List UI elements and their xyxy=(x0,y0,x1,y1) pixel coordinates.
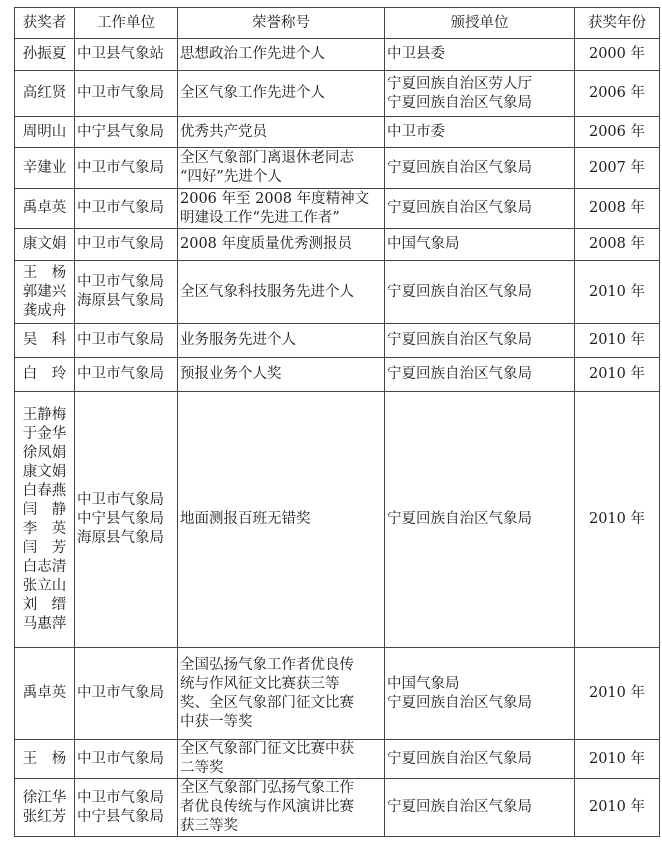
year-cell: 2007 年 xyxy=(575,148,660,189)
awardee-cell-line: 张立山 xyxy=(22,577,67,594)
honor-cell-line: “四好”先进个人 xyxy=(180,169,282,185)
year-cell: 2000 年 xyxy=(575,39,660,71)
unit-cell-line: 中卫市气象局 xyxy=(77,85,164,101)
grantor-cell-line: 中国气象局 xyxy=(387,236,460,252)
grantor-cell xyxy=(385,189,575,229)
honor-cell xyxy=(178,648,385,740)
awardee-cell xyxy=(15,189,75,229)
awardee-cell xyxy=(15,324,75,358)
unit-cell xyxy=(75,779,178,837)
grantor-cell-line: 宁夏回族自治区气象局 xyxy=(387,159,532,176)
awardee-cell-line: 王 杨 xyxy=(22,264,67,281)
honor-cell-line: 2008 年度质量优秀测报员 xyxy=(180,236,353,252)
grantor-cell-line: 中国气象局 xyxy=(387,675,460,692)
honor-cell xyxy=(178,358,385,392)
honor-cell xyxy=(178,189,385,229)
honor-cell-line: 2006 年至 2008 年度精神文 xyxy=(180,190,370,207)
awardee-cell-line: 闫 芳 xyxy=(22,539,67,556)
awardee-cell-line: 孙振夏 xyxy=(22,46,67,62)
grantor-cell xyxy=(385,740,575,779)
honor-cell-line: 明建设工作“先进工作者” xyxy=(180,209,340,226)
awardee-cell xyxy=(15,229,75,261)
year-cell: 2010 年 xyxy=(575,358,660,392)
awardee-cell-line: 高红贤 xyxy=(22,85,67,101)
awardee-cell-line: 王静梅 xyxy=(22,406,67,423)
honor-cell xyxy=(178,779,385,837)
honor-cell-line: 二等奖 xyxy=(180,760,224,776)
awardee-cell-line: 周明山 xyxy=(22,123,67,140)
awardee-cell xyxy=(15,648,75,740)
unit-cell xyxy=(75,148,178,189)
grantor-cell-line: 宁夏回族自治区气象局 xyxy=(387,332,532,348)
grantor-cell xyxy=(385,324,575,358)
grantor-cell xyxy=(385,71,575,117)
awardee-cell-line: 刘 缙 xyxy=(22,596,67,613)
awardee-cell xyxy=(15,740,75,779)
table-row xyxy=(15,261,660,324)
year-cell: 2006 年 xyxy=(575,71,660,117)
grantor-cell-line: 中卫市委 xyxy=(387,123,445,140)
honor-cell xyxy=(178,392,385,648)
unit-cell xyxy=(75,71,178,117)
awardee-cell-line: 辛建业 xyxy=(22,159,67,176)
year-cell: 2010 年 xyxy=(575,740,660,779)
honor-cell xyxy=(178,117,385,148)
awardee-cell-line: 白志清 xyxy=(22,558,67,575)
table-row xyxy=(15,39,660,71)
awardee-cell-line: 禹卓英 xyxy=(22,200,67,216)
unit-cell-line: 中宁县气象局 xyxy=(77,123,164,140)
unit-cell xyxy=(75,189,178,229)
awardee-cell-line: 于金华 xyxy=(22,425,67,442)
table-row xyxy=(15,229,660,261)
awardee-cell xyxy=(15,71,75,117)
awardee-cell-line: 白 玲 xyxy=(22,366,67,382)
unit-cell-line: 中卫市气象局 xyxy=(77,789,164,806)
honor-cell xyxy=(178,740,385,779)
table-row xyxy=(15,779,660,837)
table-row xyxy=(15,117,660,148)
table-row xyxy=(15,189,660,229)
grantor-cell xyxy=(385,117,575,148)
unit-cell-line: 中宁县气象局 xyxy=(77,511,164,527)
awardee-cell-line: 徐凤娟 xyxy=(22,444,67,461)
honor-cell-line: 全国弘扬气象工作者优良传 xyxy=(180,656,354,673)
grantor-cell-line: 宁夏回族自治区气象局 xyxy=(387,283,532,300)
grantor-cell-line: 宁夏回族自治区气象局 xyxy=(387,750,532,767)
grantor-cell xyxy=(385,779,575,837)
awardee-cell xyxy=(15,117,75,148)
honor-cell-line: 全区气象工作先进个人 xyxy=(180,85,325,101)
header-grantor: 颁授单位 xyxy=(385,8,575,39)
honor-cell-line: 全区气象科技服务先进个人 xyxy=(180,283,354,300)
grantor-cell-line: 宁夏回族自治区气象局 xyxy=(387,511,532,527)
unit-cell-line: 中宁县气象局 xyxy=(77,808,164,825)
grantor-cell xyxy=(385,648,575,740)
honor-cell-line: 全区气象部门征文比赛中获 xyxy=(180,741,354,757)
year-cell: 2008 年 xyxy=(575,229,660,261)
grantor-cell-line: 宁夏回族自治区气象局 xyxy=(387,799,532,815)
header-year: 获奖年份 xyxy=(575,8,660,39)
awardee-cell xyxy=(15,358,75,392)
unit-cell-line: 海原县气象局 xyxy=(77,530,164,546)
awardee-cell-line: 李 英 xyxy=(22,520,67,537)
year-cell: 2010 年 xyxy=(575,392,660,648)
grantor-cell xyxy=(385,358,575,392)
unit-cell-line: 中卫市气象局 xyxy=(77,492,164,508)
honor-cell-line: 获三等奖 xyxy=(180,818,238,834)
grantor-cell xyxy=(385,229,575,261)
awardee-cell xyxy=(15,261,75,324)
unit-cell xyxy=(75,358,178,392)
table-row xyxy=(15,324,660,358)
awardee-cell-line: 马惠萍 xyxy=(22,615,67,632)
unit-cell-line: 中卫市气象局 xyxy=(77,332,164,348)
header-row xyxy=(15,8,660,39)
awardee-cell-line: 白春燕 xyxy=(22,482,67,499)
awardee-cell xyxy=(15,779,75,837)
table-row xyxy=(15,648,660,740)
honor-cell xyxy=(178,39,385,71)
honor-cell-line: 业务服务先进个人 xyxy=(180,332,296,348)
table-row xyxy=(15,148,660,189)
honor-cell-line: 者优良传统与作风演讲比赛 xyxy=(180,799,354,815)
grantor-cell-line: 宁夏回族自治区劳人厅 xyxy=(387,75,532,92)
grantor-cell-line: 中卫县委 xyxy=(387,46,445,62)
awardee-cell-line: 康文娟 xyxy=(22,236,67,252)
unit-cell xyxy=(75,648,178,740)
unit-cell-line: 中卫市气象局 xyxy=(77,159,164,176)
awardee-cell-line: 张红芳 xyxy=(22,808,67,825)
awardee-cell-line: 王 杨 xyxy=(22,750,67,767)
honor-cell xyxy=(178,261,385,324)
unit-cell xyxy=(75,39,178,71)
honor-cell xyxy=(178,71,385,117)
awardee-cell xyxy=(15,39,75,71)
honor-cell-line: 预报业务个人奖 xyxy=(180,366,282,382)
honor-cell-line: 全区气象部门离退休老同志 xyxy=(180,150,354,166)
unit-cell-line: 中卫市气象局 xyxy=(77,366,164,382)
awards-table xyxy=(14,7,660,837)
year-cell: 2006 年 xyxy=(575,117,660,148)
honor-cell xyxy=(178,324,385,358)
grantor-cell xyxy=(385,39,575,71)
unit-cell xyxy=(75,229,178,261)
table-row xyxy=(15,392,660,648)
unit-cell-line: 中卫市气象局 xyxy=(77,274,164,290)
honor-cell-line: 中获一等奖 xyxy=(180,713,253,730)
grantor-cell xyxy=(385,261,575,324)
grantor-cell xyxy=(385,148,575,189)
grantor-cell-line: 宁夏回族自治区气象局 xyxy=(387,94,532,111)
honor-cell-line: 优秀共产党员 xyxy=(180,123,267,140)
awardee-cell xyxy=(15,148,75,189)
year-cell: 2008 年 xyxy=(575,189,660,229)
table-row xyxy=(15,740,660,779)
year-cell: 2010 年 xyxy=(575,324,660,358)
awardee-cell-line: 郭建兴 xyxy=(22,283,67,300)
honor-cell-line: 奖、全区气象部门征文比赛 xyxy=(180,694,354,711)
awardee-cell-line: 禹卓英 xyxy=(22,685,67,701)
honor-cell-line: 统与作风征文比赛获三等 xyxy=(180,675,340,692)
table-row xyxy=(15,71,660,117)
grantor-cell xyxy=(385,392,575,648)
awardee-cell-line: 龚成舟 xyxy=(22,302,67,319)
unit-cell-line: 中卫市气象局 xyxy=(77,200,164,216)
grantor-cell-line: 宁夏回族自治区气象局 xyxy=(387,366,532,382)
grantor-cell-line: 宁夏回族自治区气象局 xyxy=(387,694,532,711)
honor-cell-line: 思想政治工作先进个人 xyxy=(180,46,325,62)
year-cell: 2010 年 xyxy=(575,648,660,740)
unit-cell xyxy=(75,740,178,779)
awardee-cell-line: 吴 科 xyxy=(22,332,67,348)
table-row xyxy=(15,358,660,392)
header-honor: 荣誉称号 xyxy=(178,8,385,39)
honor-cell-line: 地面测报百班无错奖 xyxy=(180,511,311,527)
unit-cell-line: 海原县气象局 xyxy=(77,293,164,309)
unit-cell xyxy=(75,324,178,358)
unit-cell-line: 中卫县气象站 xyxy=(77,46,164,62)
year-cell: 2010 年 xyxy=(575,261,660,324)
unit-cell-line: 中卫市气象局 xyxy=(77,236,164,252)
unit-cell xyxy=(75,261,178,324)
awardee-cell xyxy=(15,392,75,648)
grantor-cell-line: 宁夏回族自治区气象局 xyxy=(387,200,532,216)
honor-cell xyxy=(178,229,385,261)
unit-cell xyxy=(75,117,178,148)
unit-cell xyxy=(75,392,178,648)
unit-cell-line: 中卫市气象局 xyxy=(77,685,164,701)
unit-cell-line: 中卫市气象局 xyxy=(77,750,164,767)
honor-cell xyxy=(178,148,385,189)
awardee-cell-line: 闫 静 xyxy=(22,501,67,518)
header-unit: 工作单位 xyxy=(75,8,178,39)
awardee-cell-line: 康文娟 xyxy=(22,463,67,480)
awardee-cell-line: 徐江华 xyxy=(22,789,67,806)
honor-cell-line: 全区气象部门弘扬气象工作 xyxy=(180,780,354,796)
year-cell: 2010 年 xyxy=(575,779,660,837)
header-awardee: 获奖者 xyxy=(15,8,75,39)
